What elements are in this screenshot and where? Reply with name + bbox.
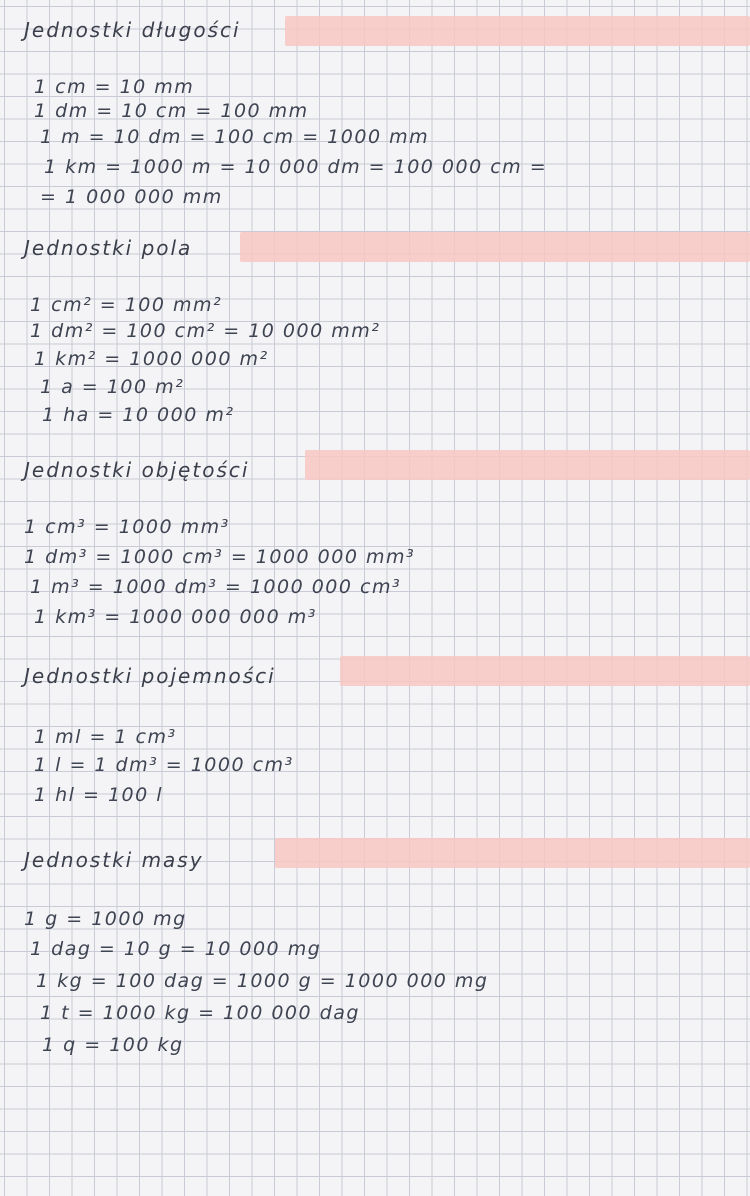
section-title: Jednostki długości (24, 18, 241, 42)
heading-highlight (240, 232, 750, 262)
equation-line: 1 cm³ = 1000 mm³ (24, 516, 230, 538)
equation-line: 1 dm³ = 1000 cm³ = 1000 000 mm³ (24, 546, 416, 568)
heading-highlight (275, 838, 750, 868)
equation-line: 1 dm² = 100 cm² = 10 000 mm² (30, 320, 381, 342)
equation-line: 1 kg = 100 dag = 1000 g = 1000 000 mg (36, 970, 489, 992)
heading-highlight (285, 16, 750, 46)
equation-line: 1 t = 1000 kg = 100 000 dag (40, 1002, 360, 1024)
heading-highlight (305, 450, 750, 480)
section-title: Jednostki pojemności (24, 664, 276, 688)
equation-line: 1 q = 100 kg (42, 1034, 184, 1056)
equation-line: 1 cm² = 100 mm² (30, 294, 223, 316)
equation-line: 1 a = 100 m² (40, 376, 185, 398)
equation-line: 1 ml = 1 cm³ (34, 726, 177, 748)
equation-line: 1 ha = 10 000 m² (42, 404, 235, 426)
equation-line: 1 dag = 10 g = 10 000 mg (30, 938, 322, 960)
equation-line: 1 km = 1000 m = 10 000 dm = 100 000 cm = (44, 156, 548, 178)
equation-line: 1 l = 1 dm³ = 1000 cm³ (34, 754, 294, 776)
equation-line: 1 km³ = 1000 000 000 m³ (34, 606, 317, 628)
equation-line: 1 g = 1000 mg (24, 908, 187, 930)
equation-line: = 1 000 000 mm (40, 186, 223, 208)
equation-line: 1 km² = 1000 000 m² (34, 348, 269, 370)
equation-line: 1 hl = 100 l (34, 784, 164, 806)
equation-line: 1 dm = 10 cm = 100 mm (34, 100, 309, 122)
section-title: Jednostki objętości (24, 458, 250, 482)
section-title: Jednostki pola (24, 236, 193, 260)
equation-line: 1 m³ = 1000 dm³ = 1000 000 cm³ (30, 576, 402, 598)
equation-line: 1 cm = 10 mm (34, 76, 195, 98)
section-title: Jednostki masy (24, 848, 204, 872)
equation-line: 1 m = 10 dm = 100 cm = 1000 mm (40, 126, 430, 148)
heading-highlight (340, 656, 750, 686)
